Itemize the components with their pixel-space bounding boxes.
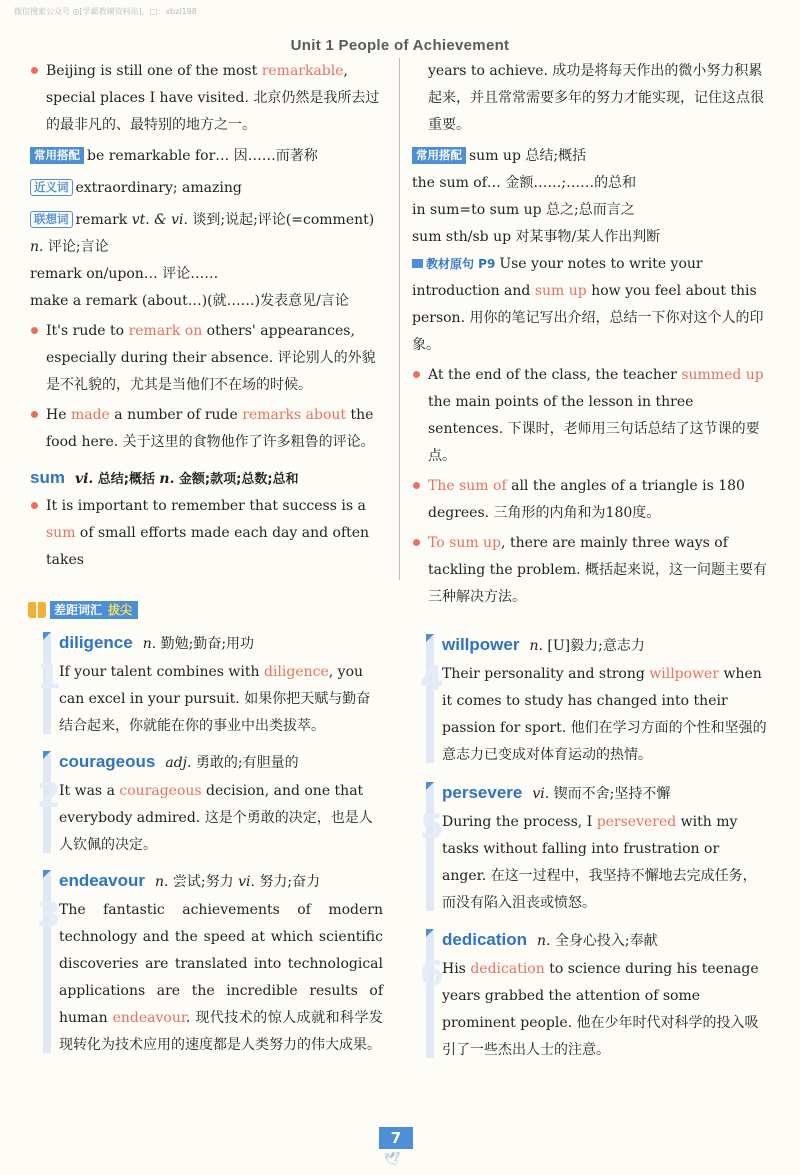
headword: willpower (442, 635, 520, 654)
example-sentence: His dedication to science during his teenage years grabbed the attention of some prominent people. 他在少年时代对科学的投入吸引了一些杰出人士的注意。 (442, 961, 759, 1058)
vocab-entry (37, 866, 383, 1059)
synonym-line: 近义词 extraordinary; amazing (30, 175, 386, 202)
collocation-line: 常用搭配 sum up 总结;概括 (412, 143, 770, 170)
page-title: Unit 1 People of Achievement (290, 37, 510, 54)
entry-head: endeavour n. 尝试;努力 vi. 努力;奋力 (59, 871, 321, 890)
example-sentence: He made a number of rude remarks about the food here. 关于这里的食物他作了许多粗鲁的评论。 (30, 402, 386, 456)
association-line: 联想词 remark vt. & vi. 谈到;说起;评论(=comment) (30, 207, 386, 234)
section-banner (28, 599, 138, 621)
bird-icon: 🕊 (384, 1152, 401, 1167)
example-sentence: It is important to remember that success is a sum of small efforts made each day and often takes (30, 493, 386, 574)
phrase-line: make a remark (about…)(就……)发表意见/言论 (30, 293, 349, 309)
collocation-line: the sum of… 金额……;……的总和 (412, 175, 637, 191)
entry-number: 2 (37, 776, 61, 816)
vocab-entry (37, 628, 383, 740)
example-sentence: If your talent combines with diligence, you can excel in your pursuit. 如果你把天赋与勤奋结合起来，你就能在你的事业中出类拔萃。 (59, 664, 371, 734)
entry-number: 5 (420, 807, 444, 847)
entry-number: 1 (37, 657, 61, 697)
example-continuation: years to achieve. 成功是将每天作出的微小努力积累起来，并且常常需要多年的努力才能实现，记住这点很重要。 (428, 63, 764, 133)
entry-number: 4 (420, 659, 444, 699)
headword: persevere (442, 783, 523, 802)
right-column (412, 58, 770, 611)
example-sentence: At the end of the class, the teacher summed up the main points of the lesson in three sentences. 下课时，老师用三句话总结了这节课的要点。 (412, 362, 770, 470)
column-divider (399, 58, 400, 580)
entry-head: courageous adj. 勇敢的;有胆量的 (59, 752, 299, 771)
entry-number: 3 (37, 895, 61, 935)
headword: endeavour (59, 871, 145, 890)
entry-head: persevere vi. 锲而不舍;坚持不懈 (442, 783, 671, 802)
banner-subtitle: 拔尖 (106, 601, 138, 619)
collocation-line: 常用搭配 be remarkable for… 因……而著称 (30, 143, 386, 170)
entry-number: 6 (420, 954, 444, 994)
headword: sum (30, 468, 65, 487)
phrase-line: remark on/upon… 评论…… (30, 266, 219, 282)
example-sentence: The sum of all the angles of a triangle is 180 degrees. 三角形的内角和为180度。 (412, 473, 770, 527)
example-sentence: The fantastic achievements of modern technology and the speed at which scientific discoveries are translated into technological applications are the incredible results of human endeavour. 现代技术的惊人成就和科学发现转化为技术应用的速度都是人类努力的伟大成果。 (59, 902, 383, 1053)
headword: diligence (59, 633, 133, 652)
page-number: 7 (379, 1127, 413, 1149)
book-icon (28, 602, 46, 618)
example-sentence: Beijing is still one of the most remarkable, special places I have visited. 北京仍然是我所去过的最非凡的、最特别的地方之一。 (30, 58, 386, 139)
collocation-tag: 常用搭配 (30, 147, 84, 164)
association-tag: 联想词 (30, 211, 73, 228)
headword: courageous (59, 752, 156, 771)
vocab-entry (420, 925, 767, 1064)
collocation-line: sum sth/sb up 对某事物/某人作出判断 (412, 229, 661, 245)
entry-head: dedication n. 全身心投入;奉献 (442, 930, 658, 949)
banner-title: 差距词汇 (50, 601, 106, 619)
example-sentence: It's rude to remark on others' appearances, especially during their absence. 评论别人的外貌是不礼貌的，尤其是当他们不在场的时候。 (30, 318, 386, 399)
entry-head: willpower n. [U]毅力;意志力 (442, 635, 645, 654)
headword-line: sum vi. 总结;概括 n. 金额;款项;总数;总和 (30, 468, 299, 487)
textbook-source-sentence: 教材原句 P9 Use your notes to write your introduction and sum up how you feel about this person. 用你的笔记写出介绍，总结一下你对这个人的印象。 (412, 256, 764, 353)
collocation-tag: 常用搭配 (412, 147, 466, 164)
vocab-entry (37, 747, 383, 859)
entry-head: diligence n. 勤勉;勤奋;用功 (59, 633, 255, 652)
example-sentence: It was a courageous decision, and one that everybody admired. 这是个勇敢的决定，也是人人钦佩的决定。 (59, 783, 373, 853)
vocab-entry (420, 778, 767, 917)
source-tag: 教材原句 P9 (426, 257, 496, 271)
watermark: 微信搜索公众号 ◎[学霸教辅资料站]，□：xbzl198 (14, 7, 197, 16)
synonym-tag: 近义词 (30, 179, 73, 196)
collocation-line: in sum=to sum up 总之;总而言之 (412, 202, 635, 218)
headword: dedication (442, 930, 528, 949)
vocab-entry (420, 630, 767, 769)
example-sentence: Their personality and strong willpower when it comes to study has changed into their passion for sport. 他们在学习方面的个性和坚强的意志力已变成对体育运动的热情。 (442, 666, 767, 763)
example-sentence: During the process, I persevered with my tasks without falling into frustration or anger. 在这一过程中，我坚持不懈地去完成任务，而没有陷入沮丧或愤怒。 (442, 814, 757, 911)
textbook-icon (412, 259, 423, 268)
noun-definition: n. 评论;言论 (30, 239, 109, 255)
left-column (30, 58, 386, 574)
example-sentence: To sum up, there are mainly three ways of tackling the problem. 概括起来说，这一问题主要有三种解决方法。 (412, 530, 770, 611)
